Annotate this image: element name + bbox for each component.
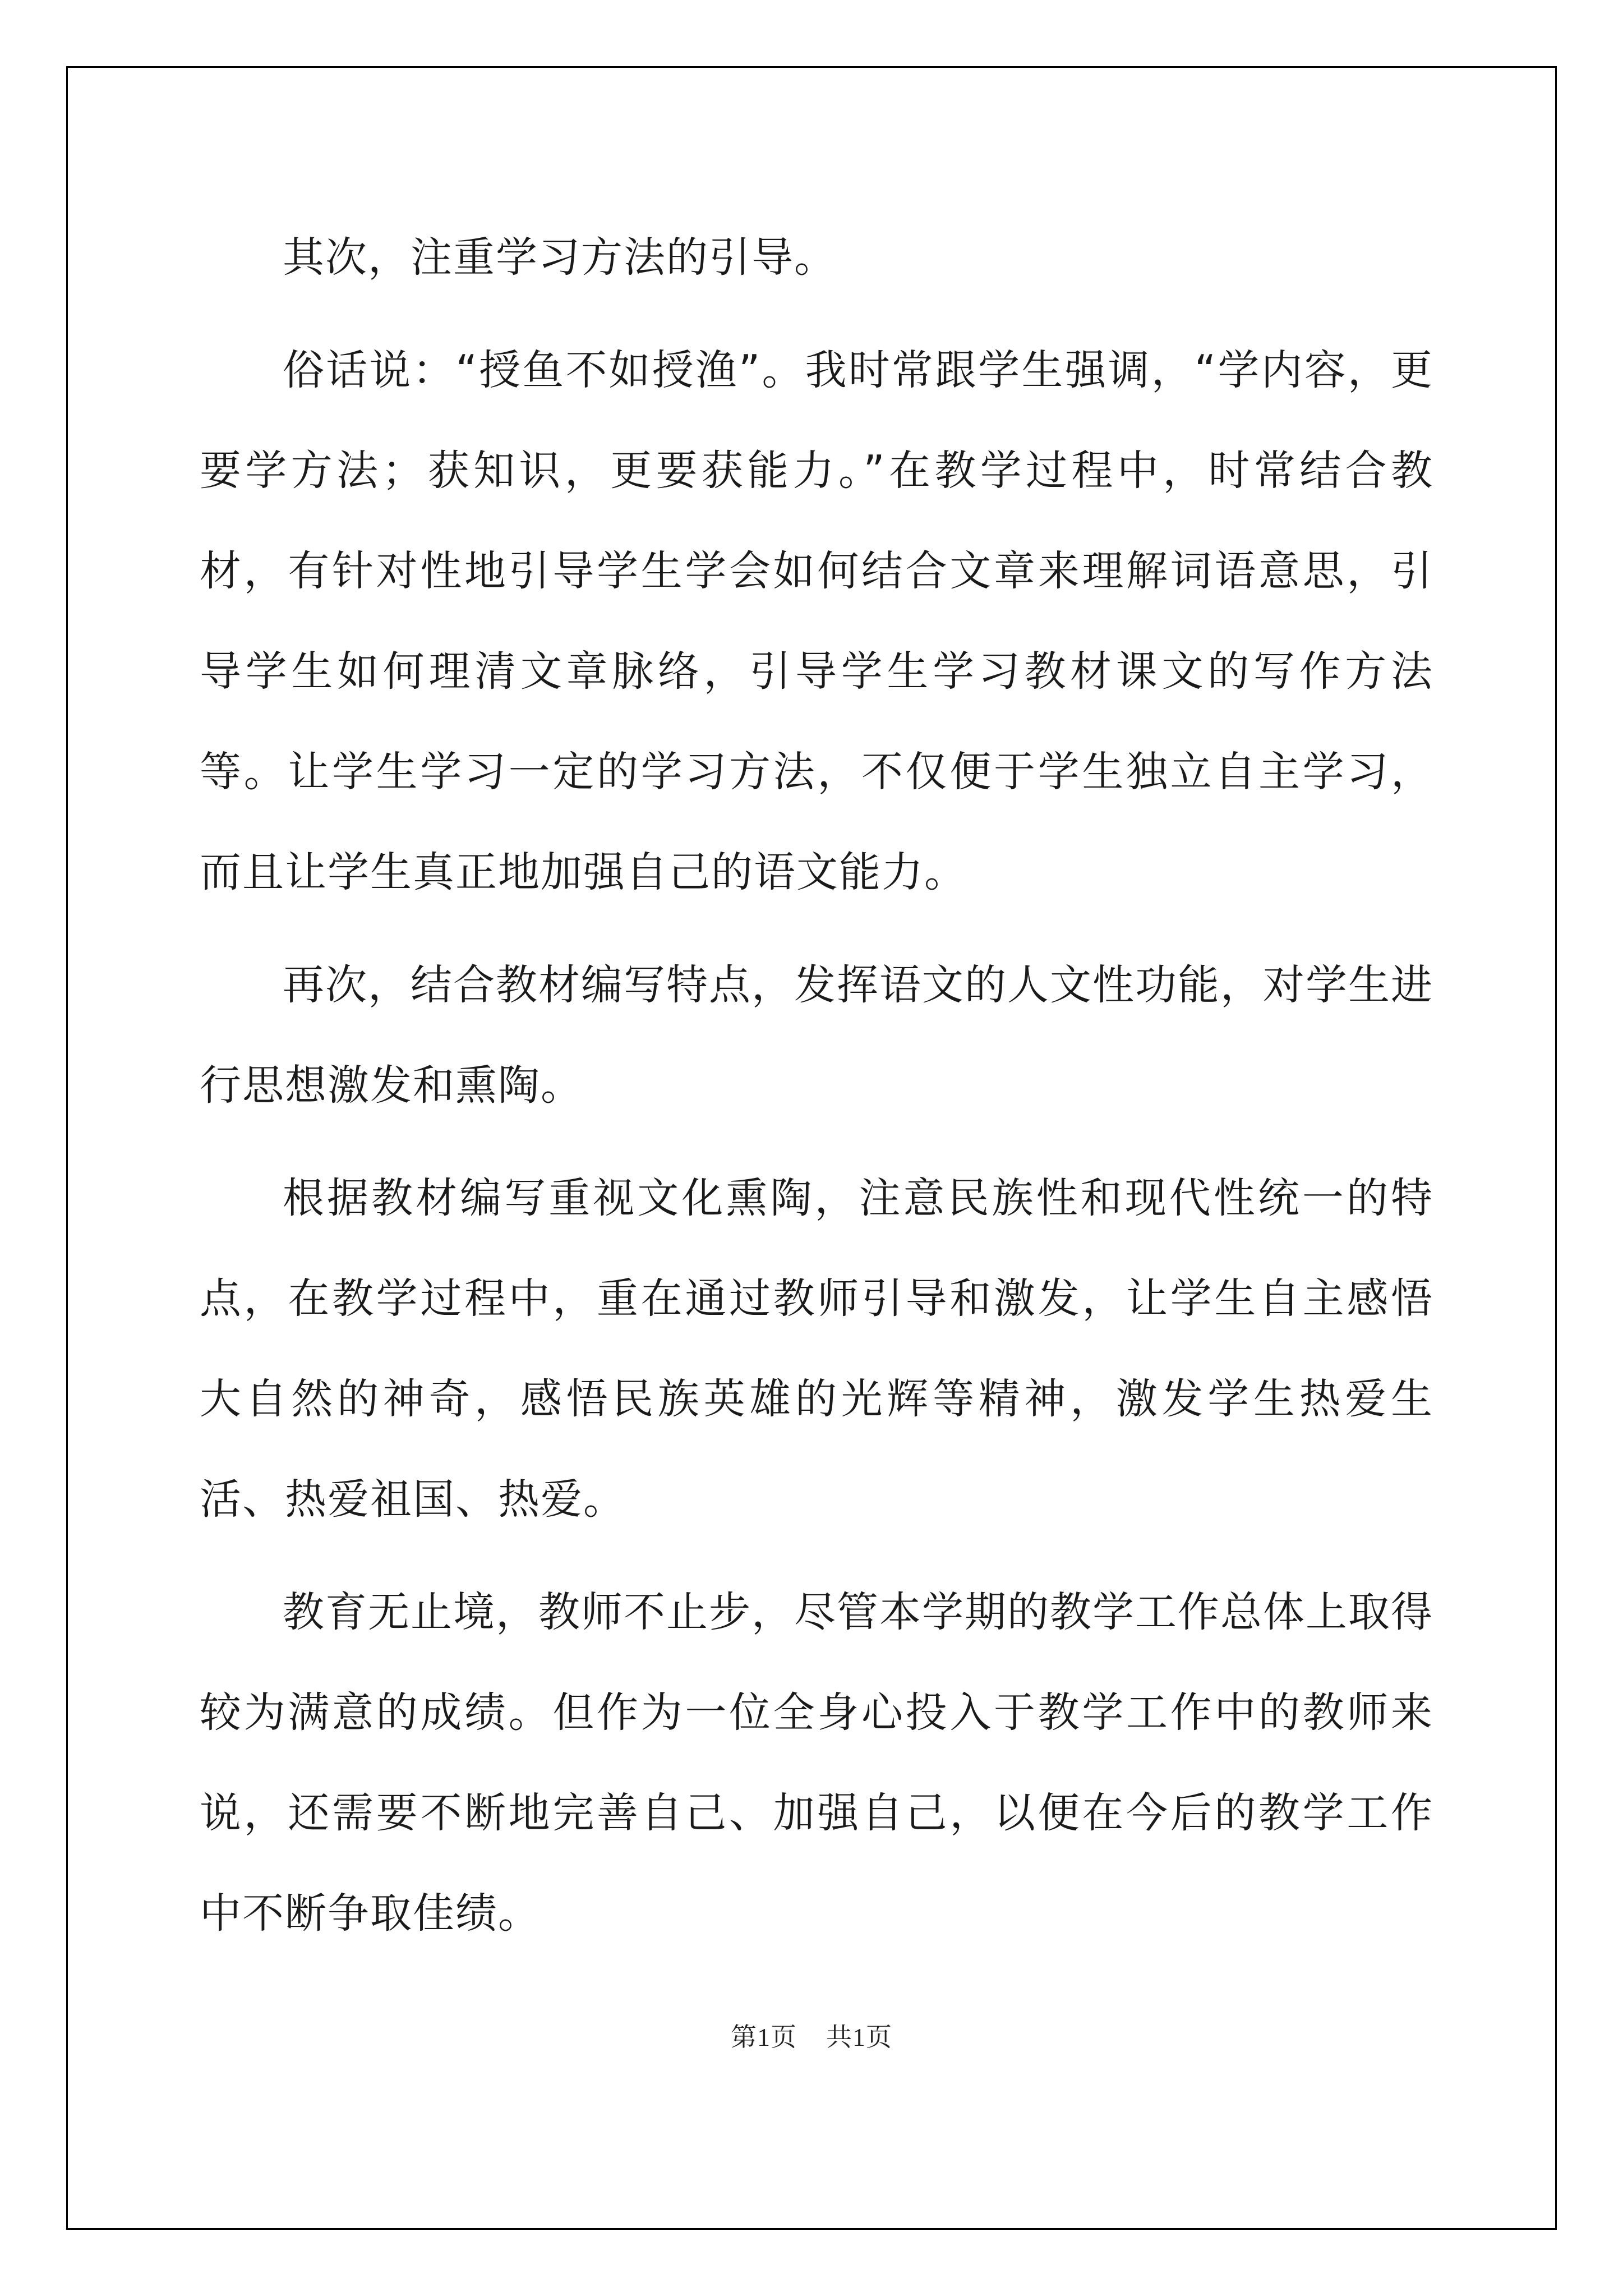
- page-number: 第1页: [731, 2023, 797, 2051]
- paragraph: 再次，结合教材编写特点，发挥语文的人文性功能，对学生进行思想激发和熏陶。: [200, 961, 1433, 1110]
- page-total: 共1页: [826, 2023, 892, 2051]
- page-footer: [0, 2017, 1623, 2054]
- paragraph: 根据教材编写重视文化熏陶，注意民族性和现代性统一的特点，在教学过程中，重在通过教师引导和激发，让学生自主感悟大自然的神奇，感悟民族英雄的光辉等精神，激发学生热爱生活、热爱祖国、热爱。: [200, 1174, 1433, 1524]
- document-body: [200, 208, 1433, 1964]
- paragraph: 其次，注重学习方法的引导。: [283, 233, 837, 282]
- paragraph: 俗话说：“授鱼不如授渔”。我时常跟学生强调，“学内容，更要学方法；获知识，更要获能力。”在教学过程中，时常结合教材，有针对性地引导学生学会如何结合文章来理解词语意思，引导学生如何理清文章脉络，引导学生学习教材课文的写作方法等。让学生学习一定的学习方法，不仅便于学生独立自主学习，而且让学生真正地加强自己的语文能力。: [200, 346, 1433, 896]
- paragraph: 教育无止境，教师不止步，尽管本学期的教学工作总体上取得较为满意的成绩。但作为一位全身心投入于教学工作中的教师来说，还需要不断地完善自己、加强自己，以便在今后的教学工作中不断争取佳绩。: [200, 1588, 1433, 1938]
